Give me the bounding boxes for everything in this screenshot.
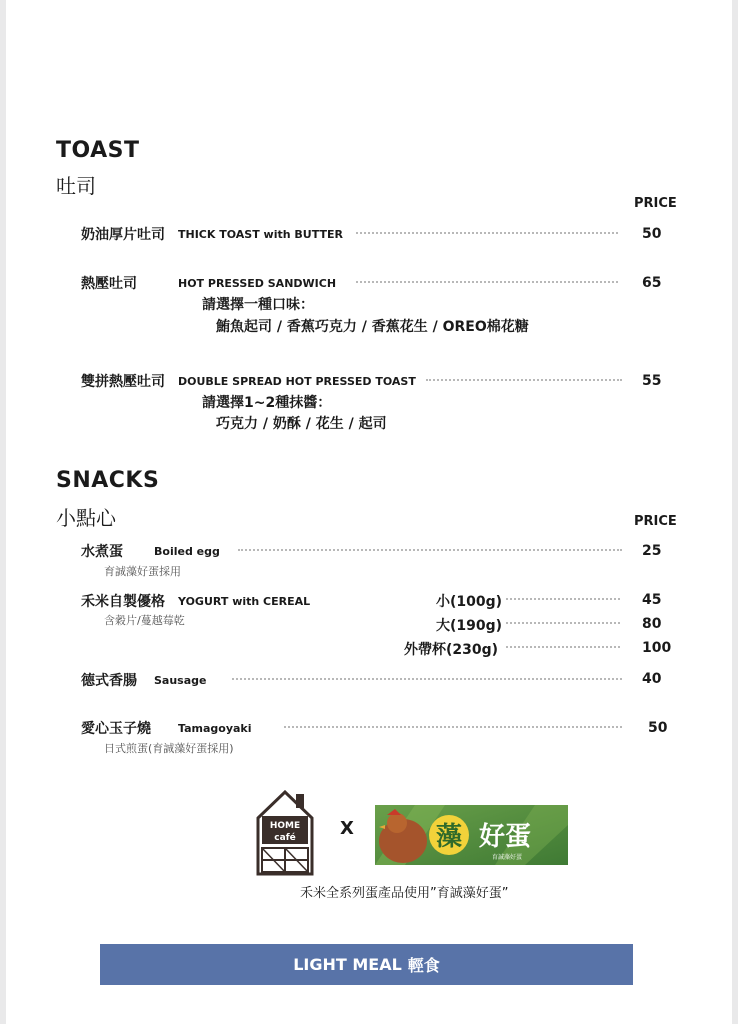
menu-item-en: Boiled egg xyxy=(154,545,220,558)
menu-item-price: 65 xyxy=(642,275,662,291)
menu-item-zh: 禾米自製優格 xyxy=(81,594,165,610)
size-label: 外帶杯(230g) xyxy=(404,642,499,658)
collab-caption: 禾米全系列蛋產品使用”育誠藻好蛋” xyxy=(300,886,509,901)
menu-item-price: 55 xyxy=(642,373,662,389)
menu-item-zh: 水煮蛋 xyxy=(81,544,123,560)
leader-dots xyxy=(232,678,622,680)
menu-item-zh: 愛心玉子燒 xyxy=(81,721,151,737)
leader-dots xyxy=(506,598,620,600)
section-subtitle-toast: 吐司 xyxy=(56,174,96,198)
leader-dots xyxy=(356,232,618,234)
home-cafe-logo xyxy=(256,790,314,876)
size-price: 45 xyxy=(642,592,662,608)
menu-item-en: Sausage xyxy=(154,674,207,687)
light-meal-label-en: LIGHT MEAL xyxy=(293,955,402,974)
leader-dots xyxy=(506,646,620,648)
menu-item-en: DOUBLE SPREAD HOT PRESSED TOAST xyxy=(178,375,416,388)
menu-item-note: 含穀片/蔓越莓乾 xyxy=(104,614,185,627)
menu-item-en: HOT PRESSED SANDWICH xyxy=(178,277,337,290)
light-meal-label-zh: 輕食 xyxy=(407,956,440,975)
menu-item-en: YOGURT with CEREAL xyxy=(178,595,311,608)
home-logo-line1: HOME xyxy=(269,821,301,831)
egg-brand-small: 育誠藻好蛋 xyxy=(491,854,523,861)
leader-dots xyxy=(506,622,620,624)
menu-item-note: 育誠藻好蛋採用 xyxy=(104,565,181,578)
menu-item-note: 日式煎蛋(育誠藻好蛋採用) xyxy=(104,742,234,755)
menu-item-zh: 熱壓吐司 xyxy=(81,276,137,292)
menu-item-en: Tamagoyaki xyxy=(178,722,252,735)
price-header-toast: PRICE xyxy=(634,196,677,211)
home-logo-line2: café xyxy=(274,833,296,843)
menu-item-en: THICK TOAST with BUTTER xyxy=(178,228,343,241)
size-price: 100 xyxy=(642,640,672,656)
spread-options: 巧克力 / 奶酥 / 花生 / 起司 xyxy=(216,416,387,432)
menu-page xyxy=(6,0,732,1024)
menu-item-zh: 德式香腸 xyxy=(81,673,137,689)
size-price: 80 xyxy=(642,616,662,632)
flavor-note: 請選擇一種口味： xyxy=(202,297,314,313)
leader-dots xyxy=(426,379,622,381)
menu-item-price: 25 xyxy=(642,543,662,559)
menu-item-zh: 奶油厚片吐司 xyxy=(81,227,165,243)
leader-dots xyxy=(238,549,622,551)
egg-brand-rest: 好蛋 xyxy=(478,822,532,852)
price-header-snacks: PRICE xyxy=(634,514,677,529)
egg-brand-first-char: 藻 xyxy=(435,822,463,852)
menu-item-price: 50 xyxy=(648,720,668,736)
menu-item-price: 50 xyxy=(642,226,662,242)
leader-dots xyxy=(284,726,622,728)
menu-item-price: 40 xyxy=(642,671,662,687)
size-label: 大(190g) xyxy=(436,618,503,634)
flavor-options: 鮪魚起司 / 香蕉巧克力 / 香蕉花生 / OREO棉花糖 xyxy=(216,319,529,335)
section-title-toast: TOAST xyxy=(56,138,140,163)
spread-note: 請選擇1~2種抹醬： xyxy=(202,395,332,411)
section-subtitle-snacks: 小點心 xyxy=(56,506,116,530)
light-meal-tab[interactable] xyxy=(100,944,633,985)
section-title-snacks: SNACKS xyxy=(56,468,160,493)
leader-dots xyxy=(356,281,618,283)
size-label: 小(100g) xyxy=(436,594,503,610)
egg-brand-logo xyxy=(375,805,568,865)
collab-cross: X xyxy=(340,818,354,839)
menu-item-zh: 雙拼熱壓吐司 xyxy=(81,374,165,390)
